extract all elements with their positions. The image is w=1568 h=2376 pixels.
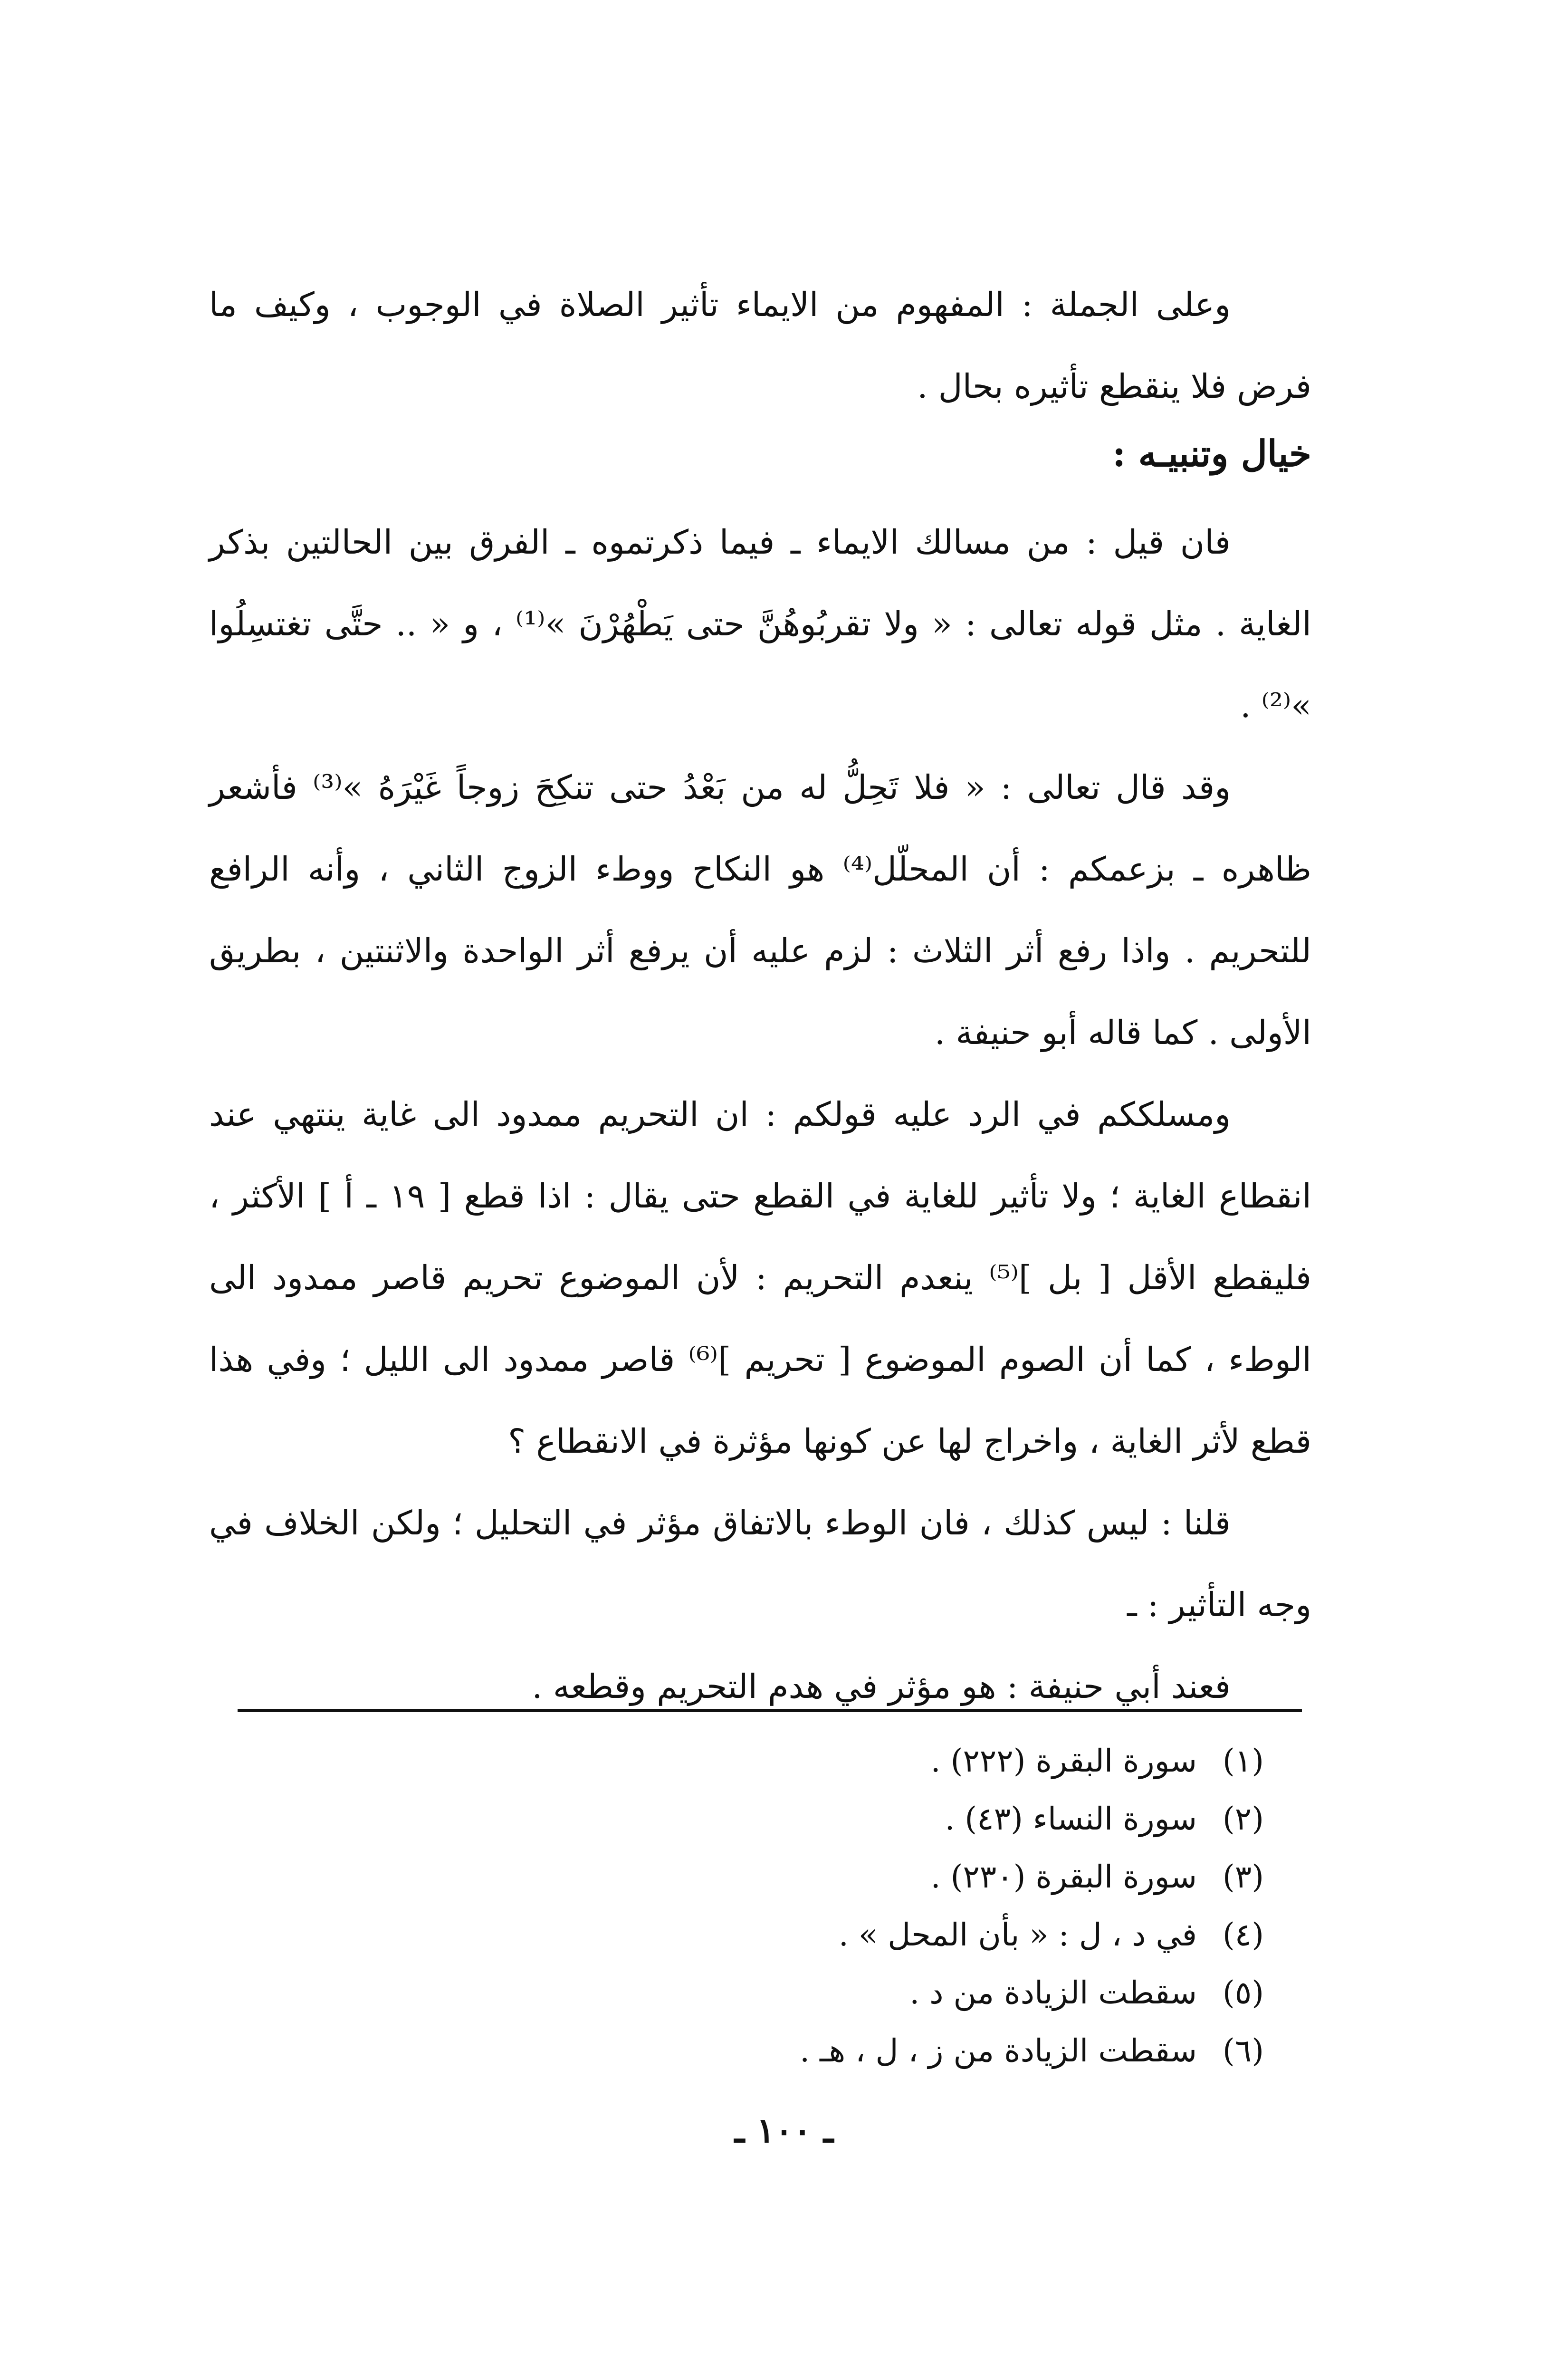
page-number: ـ ١٠٠ ـ [734,2110,834,2150]
paragraph-abu-hanifa: فعند أبي حنيفة : هو مؤثر في هدم التحريم وقطعه . [532,1667,1231,1706]
footnote-item [800,1790,1264,1848]
footnote-item [800,1906,1264,1964]
footnote-text: سورة النساء (٤٣) . [945,1801,1197,1837]
footnote-item [800,1732,1264,1790]
footnote-number: (٣) [1223,1859,1264,1895]
paragraph-verse: وقد قال تعالى : « فلا تَحِلُّ له من بَعْدُ حتى تنكِحَ زوجاً غَيْرَهُ »⁽³⁾ فأشعر ظاهره ـ بزعمكم : أن المحلّل⁽⁴⁾ هو النكاح ووطء الزوج الثاني ، وأنه الرافع للتحريم . واذا رفع أثر الثلاث : لزم عليه أن يرفع أثر الواحدة والاثنتين ، بطريق الأولى . كما قاله أبو حنيفة . [209,768,1311,1052]
paragraph-response-path: ومسلككم في الرد عليه قولكم : ان التحريم ممدود الى غاية ينتهي عند انقطاع الغاية ؛ ولا تأثير للغاية في القطع حتى يقال : اذا قطع [ ١٩ ـ أ ] الأكثر ، فليقطع الأقل [ بل ]⁽⁵⁾ ينعدم التحريم : لأن الموضوع تحريم قاصر ممدود الى الوطء ، كما أن الصوم الموضوع [ تحريم ]⁽⁶⁾ قاصر ممدود الى الليل ؛ وفي هذا قطع لأثر الغاية ، واخراج لها عن كونها مؤثرة في الانقطاع ؟ [209,1095,1311,1461]
footnote-number: (٥) [1223,1974,1264,2011]
footnote-number: (٦) [1223,2032,1264,2069]
footnote-item [800,2022,1264,2080]
footnote-text: سورة البقرة (٢٣٠) . [930,1859,1197,1895]
footnote-text: سقطت الزيادة من ز ، ل ، هـ . [800,2032,1197,2069]
footnote-text: في د ، ل : « بأن المحل » . [838,1916,1197,1953]
footnote-item [800,1964,1264,2022]
main-text-block [209,501,1311,1727]
footnotes-list [800,1732,1264,2080]
paragraph-reply: قلنا : ليس كذلك ، فان الوطء بالاتفاق مؤثر في التحليل ؛ ولكن الخلاف في وجه التأثير : ـ [209,1504,1311,1624]
footnote-number: (٤) [1223,1916,1264,1953]
paragraph-objection: فان قيل : من مسالك الايماء ـ فيما ذكرتموه ـ الفرق بين الحالتين بذكر الغاية . مثل قوله تعالى : « ولا تقربُوهُنَّ حتى يَطْهُرْنَ »⁽¹⁾ ، و « .. حتَّى تغتسِلُوا »⁽²⁾ . [209,523,1311,725]
footnote-divider [238,1709,1302,1712]
footnote-item [800,1848,1264,1906]
footnote-number: (٢) [1223,1801,1264,1837]
section-heading: خيال وتنبيـه : [1112,432,1311,475]
footnote-number: (١) [1223,1743,1264,1779]
opening-text-block [209,264,1311,427]
paragraph-summary: وعلى الجملة : المفهوم من الايماء تأثير الصلاة في الوجوب ، وكيف ما فرض فلا ينقطع تأثيره بحال . [209,285,1311,406]
footnote-text: سقطت الزيادة من د . [909,1974,1197,2011]
footnote-text: سورة البقرة (٢٢٢) . [930,1743,1197,1779]
